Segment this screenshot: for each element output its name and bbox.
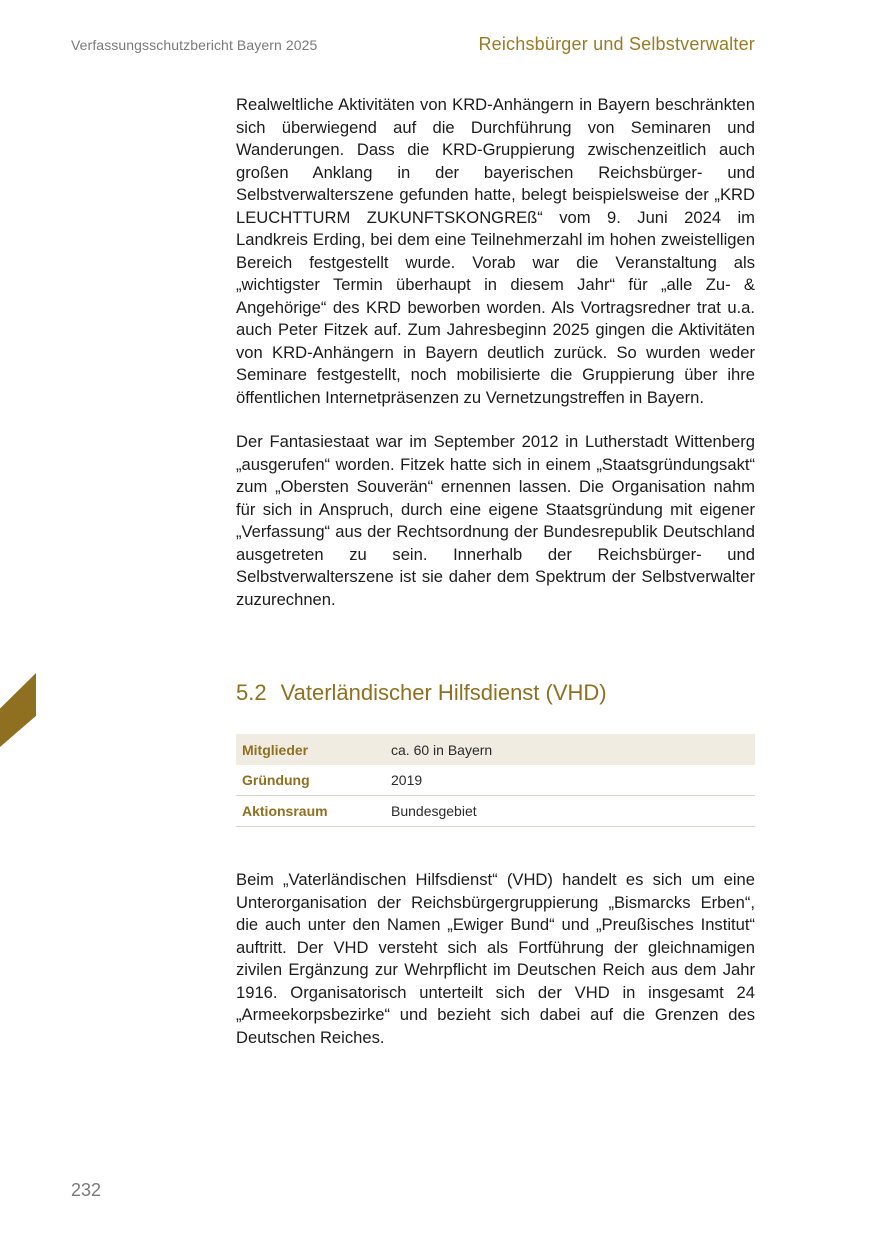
running-header-publication: Verfassungsschutzbericht Bayern 2025 xyxy=(71,37,318,53)
fact-table xyxy=(236,734,755,827)
fact-value: Bundesgebiet xyxy=(391,796,755,827)
paragraph-krd-activities: Realweltliche Aktivitäten von KRD-Anhängern in Bayern beschränkten sich überwiegend auf die Durchführung von Seminaren und Wanderungen. Dass die KRD-Gruppierung zwischenzeitlich auch großen Anklang in der bayerischen Reichsbürger- und Selbstverwalterszene gefunden hatte, belegt beispielsweise der „KRD LEUCHTTURM ZUKUNFTSKONGREß“ vom 9. Juni 2024 im Landkreis Erding, bei dem eine Teilnehmerzahl im hohen zweistelligen Bereich festgestellt wurde. Vorab war die Veranstaltung als „wichtigster Termin überhaupt in diesem Jahr“ für „alle Zu- & Angehörige“ des KRD beworben worden. Als Vortragsredner trat u.a. auch Peter Fitzek auf. Zum Jahresbeginn 2025 gingen die Aktivitäten von KRD-Anhängern in Bayern deutlich zurück. So wurden weder Seminare festgestellt, noch mobilisierte die Gruppierung über ihre öffentlichen Internetpräsenzen zu Vernetzungstreffen in Bayern. xyxy=(236,95,755,407)
fact-row xyxy=(236,765,755,796)
fact-row xyxy=(236,796,755,827)
section-number: 5.2 xyxy=(236,680,267,705)
fact-key: Gründung xyxy=(236,765,391,796)
section-title: Vaterländischer Hilfsdienst (VHD) xyxy=(280,680,607,705)
paragraph-vhd-description: Beim „Vaterländischen Hilfsdienst“ (VHD) handelt es sich um eine Unterorganisation der Reichsbürgergruppierung „Bismarcks Erben“, die auch unter den Namen „Ewiger Bund“ und „Preußisches Institut“ auftritt. Der VHD versteht sich als Fortführung der gleichnamigen zivilen Ergänzung zur Wehrpflicht im Deutschen Reich aus dem Jahr 1916. Organisatorisch unterteilt sich der VHD in insgesamt 24 „Armeekorpsbezirke“ und bezieht sich dabei auf die Grenzen des Deutschen Reiches. xyxy=(236,870,755,1047)
section-heading xyxy=(236,680,607,706)
fact-row xyxy=(236,734,755,765)
fact-key: Aktionsraum xyxy=(236,796,391,827)
chapter-side-tab xyxy=(0,673,36,747)
fact-value: ca. 60 in Bayern xyxy=(391,734,755,765)
upper-body-text xyxy=(236,94,755,611)
running-header-chapter: Reichsbürger und Selbstverwalter xyxy=(478,34,755,54)
lower-body-text xyxy=(236,869,755,1049)
paragraph-fantasy-state: Der Fantasiestaat war im September 2012 in Lutherstadt Wittenberg „ausgerufen“ worden. Fitzek hatte sich in einem „Staatsgründungsakt“ zum „Obersten Souverän“ ernennen lassen. Die Organisation nahm für sich in Anspruch, durch eine eigene Staatsgründung mit eigener „Verfassung“ aus der Rechtsordnung der Bundesrepublik Deutschland ausgetreten zu sein. Innerhalb der Reichsbürger- und Selbstverwalterszene ist sie daher dem Spektrum der Selbstverwalter zuzurechnen. xyxy=(236,432,755,609)
fact-value: 2019 xyxy=(391,765,755,796)
fact-key: Mitglieder xyxy=(236,734,391,765)
page-number: 232 xyxy=(71,1180,102,1200)
